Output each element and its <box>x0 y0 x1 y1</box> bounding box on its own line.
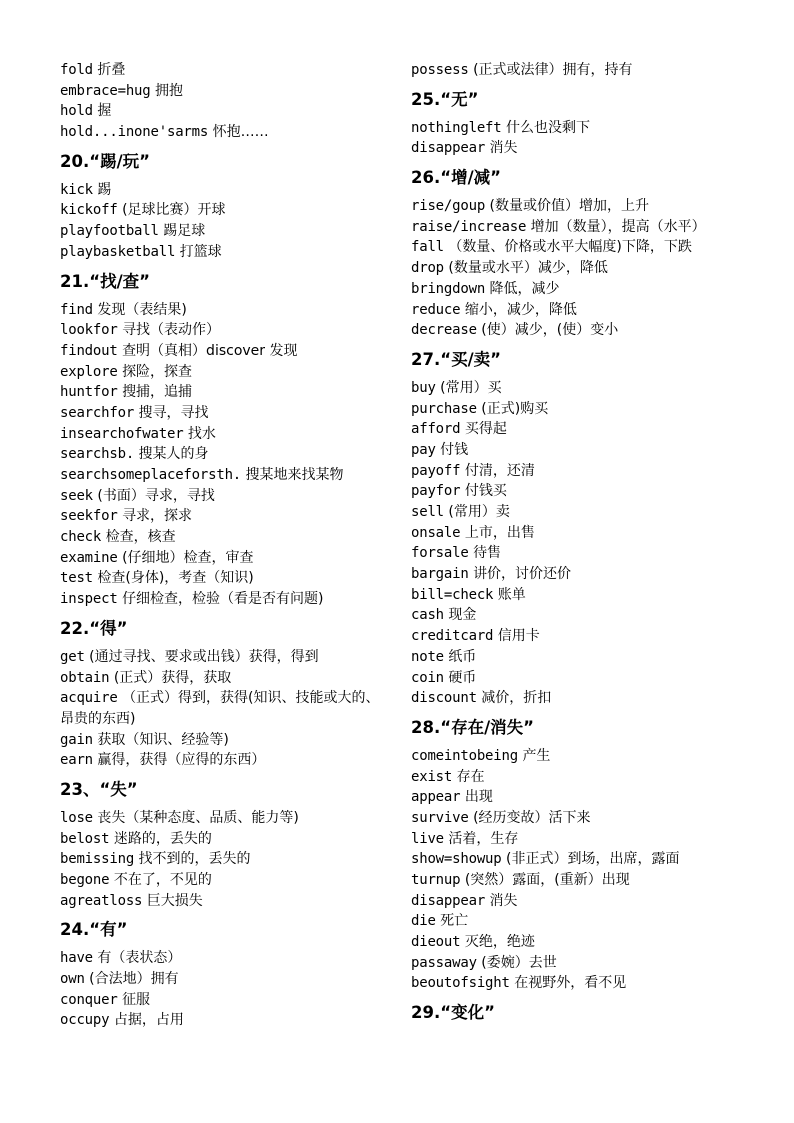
vocab-english: afford <box>411 421 461 438</box>
vocab-chinese: 在视野外，看不见 <box>514 975 627 992</box>
vocab-english: payfor <box>411 483 461 500</box>
vocab-entry <box>411 237 741 258</box>
vocab-english: drop <box>411 260 444 277</box>
vocab-chinese: 检查，核查 <box>105 529 176 546</box>
vocab-entry <box>60 221 390 242</box>
vocab-entry <box>60 101 390 122</box>
vocab-chinese: 存在 <box>456 768 485 785</box>
vocab-chinese: 搜捕，追捕 <box>122 384 193 401</box>
vocab-entry <box>60 200 390 221</box>
vocab-entry <box>411 481 741 502</box>
section-heading: 27.“买/卖” <box>411 349 501 369</box>
vocab-english: live <box>411 830 444 847</box>
vocab-entry <box>60 750 390 771</box>
vocab-entry <box>411 626 741 647</box>
vocab-english: possess <box>411 62 469 78</box>
vocab-english: appear <box>411 789 461 806</box>
vocab-chinese: (使）减少，(使）变小 <box>481 322 619 339</box>
vocab-english: own <box>60 971 85 988</box>
vocab-english: disappear <box>411 140 486 157</box>
vocab-chinese: 打篮球 <box>179 243 222 260</box>
vocab-english: rise/goup <box>411 198 486 215</box>
vocab-chinese: (突然）露面，(重新）出现 <box>464 872 630 888</box>
vocab-chinese: 寻找（表动作） <box>122 322 221 339</box>
vocab-english: embrace=hug <box>60 82 151 99</box>
vocab-chinese: (通过寻找、要求或出钱）获得，得到 <box>89 648 319 665</box>
vocab-chinese: (正式或法律）拥有，持有 <box>473 62 633 78</box>
vocab-entry <box>60 969 390 990</box>
vocab-chinese: 付清，还清 <box>464 462 535 479</box>
vocab-entry <box>60 122 390 143</box>
vocab-chinese: 拥抱 <box>154 82 183 99</box>
vocab-entry <box>411 668 741 689</box>
vocab-entry <box>411 60 741 81</box>
vocab-chinese: 消失 <box>489 892 518 909</box>
vocab-english: searchfor <box>60 404 135 421</box>
vocab-chinese: 握 <box>97 103 112 120</box>
vocab-english: onsale <box>411 524 461 541</box>
vocab-entry <box>60 81 390 102</box>
vocab-english: show=showup <box>411 851 502 868</box>
vocab-english: playbasketball <box>60 243 176 260</box>
vocab-entry <box>411 138 741 159</box>
vocab-entry <box>411 746 741 767</box>
vocab-chinese: 有（表状态） <box>97 950 182 967</box>
vocab-chinese: 讲价，讨价还价 <box>473 566 572 583</box>
vocab-chinese: 占据，占用 <box>113 1012 184 1029</box>
vocab-english: kick <box>60 181 93 198</box>
vocab-entry <box>411 688 741 709</box>
vocab-entry <box>60 548 390 569</box>
vocab-entry <box>60 242 390 263</box>
vocab-entry <box>60 808 390 829</box>
vocab-chinese: 纸币 <box>448 648 477 665</box>
vocab-chinese: 巨大损失 <box>146 892 203 909</box>
vocab-entry <box>60 424 390 445</box>
vocab-entry <box>411 605 741 626</box>
vocab-entry <box>60 382 390 403</box>
vocab-entry <box>411 564 741 585</box>
vocab-english: creditcard <box>411 628 494 645</box>
vocab-chinese: (合法地）拥有 <box>89 971 179 988</box>
vocab-english: forsale <box>411 545 469 562</box>
vocab-english: playfootball <box>60 223 159 240</box>
vocab-chinese: 发现（表结果) <box>97 301 187 318</box>
right-column <box>411 60 741 1031</box>
vocab-english: coin <box>411 669 444 686</box>
vocab-english: findout <box>60 342 118 359</box>
vocab-english: decrease <box>411 322 477 339</box>
vocab-english: raise/increase <box>411 218 527 235</box>
vocab-english: earn <box>60 752 93 769</box>
vocab-entry <box>411 196 741 217</box>
vocab-english: bringdown <box>411 280 486 297</box>
vocab-english: exist <box>411 768 453 785</box>
vocab-entry <box>411 300 741 321</box>
vocab-entry <box>60 568 390 589</box>
vocab-chinese: 待售 <box>473 545 502 562</box>
vocab-entry <box>60 1010 390 1031</box>
vocab-english: searchsb. <box>60 446 135 463</box>
vocab-entry <box>411 891 741 912</box>
vocab-english: occupy <box>60 1012 110 1029</box>
vocab-chinese: 消失 <box>489 140 518 157</box>
vocab-english: have <box>60 950 93 967</box>
vocab-entry <box>60 465 390 486</box>
vocab-entry <box>411 419 741 440</box>
vocab-entry <box>60 60 390 81</box>
vocab-chinese: (足球比赛）开球 <box>122 202 226 219</box>
vocab-chinese: 减价，折扣 <box>481 690 552 707</box>
vocab-english: dieout <box>411 934 461 951</box>
vocab-chinese: (非正式）到场，出席，露面 <box>505 851 680 868</box>
vocab-entry <box>411 953 741 974</box>
vocab-entry <box>60 668 390 689</box>
vocab-chinese: (经历变故）活下来 <box>473 809 591 826</box>
vocab-chinese: 付钱买 <box>464 483 507 500</box>
vocab-chinese: 什么也没剩下 <box>505 119 590 136</box>
vocab-entry <box>60 849 390 870</box>
vocab-english: fold <box>60 62 93 78</box>
vocab-entry <box>60 730 390 751</box>
vocab-chinese: 踢 <box>97 181 112 198</box>
vocab-entry <box>60 870 390 891</box>
vocab-english: die <box>411 913 436 930</box>
vocab-entry <box>60 891 390 912</box>
vocab-chinese: 获取（知识、经验等) <box>97 731 229 748</box>
vocab-entry <box>60 341 390 362</box>
vocab-entry <box>60 589 390 610</box>
vocab-english: test <box>60 570 93 587</box>
vocab-english: buy <box>411 379 436 396</box>
vocab-chinese: 找不到的，丢失的 <box>138 851 251 868</box>
vocab-chinese: (仔细地）检查，审查 <box>122 549 254 566</box>
vocab-chinese: 账单 <box>497 586 526 603</box>
vocab-english: beoutofsight <box>411 975 510 992</box>
vocab-chinese: 折叠 <box>97 62 126 78</box>
vocab-english: hold...inone'sarms <box>60 124 209 141</box>
vocab-chinese: 不在了，不见的 <box>113 872 212 889</box>
vocab-english: kickoff <box>60 202 118 219</box>
vocab-chinese: 怀抱…… <box>212 124 269 141</box>
vocab-english: acquire <box>60 690 118 707</box>
vocab-chinese: 搜某地来找某物 <box>245 467 344 483</box>
vocab-chinese: 征服 <box>122 991 151 1008</box>
vocab-chinese: 出现 <box>464 789 493 806</box>
vocab-english: bill=check <box>411 586 494 603</box>
vocab-english: hold <box>60 103 93 120</box>
vocab-english: seekfor <box>60 508 118 525</box>
vocab-chinese: 上市，出售 <box>464 524 535 541</box>
vocab-entry <box>60 403 390 424</box>
vocab-entry <box>60 506 390 527</box>
section-heading: 26.“增/减” <box>411 168 501 188</box>
vocab-chinese: (数量或价值）增加，上升 <box>489 198 649 215</box>
vocab-english: get <box>60 648 85 665</box>
vocab-english: disappear <box>411 892 486 909</box>
vocab-entry <box>60 444 390 465</box>
vocab-entry <box>411 258 741 279</box>
vocab-english: lookfor <box>60 322 118 339</box>
vocab-entry <box>60 829 390 850</box>
vocab-english: gain <box>60 731 93 748</box>
vocab-entry <box>60 320 390 341</box>
vocab-english: comeintobeing <box>411 747 518 764</box>
vocab-chinese: 死亡 <box>440 913 469 930</box>
vocab-entry <box>411 279 741 300</box>
vocab-chinese: 缩小，减少，降低 <box>464 301 577 318</box>
vocab-english: belost <box>60 830 110 847</box>
vocab-chinese: （数量、价格或水平大幅度)下降，下跌 <box>448 239 692 256</box>
vocab-english: searchsomeplaceforsth. <box>60 467 242 483</box>
vocab-entry <box>411 647 741 668</box>
vocab-chinese: （正式）得到，获得(知识、技能或大的、昂贵的东西) <box>60 690 380 727</box>
vocab-english: survive <box>411 809 469 826</box>
vocab-entry <box>411 787 741 808</box>
section-heading: 20.“踢/玩” <box>60 151 150 171</box>
vocab-english: seek <box>60 487 93 504</box>
vocab-entry <box>60 527 390 548</box>
vocab-entry <box>60 486 390 507</box>
vocab-entry <box>411 767 741 788</box>
vocab-entry <box>411 911 741 932</box>
vocab-english: conquer <box>60 991 118 1008</box>
vocab-english: cash <box>411 607 444 624</box>
vocab-entry <box>411 932 741 953</box>
vocab-chinese: (正式）获得，获取 <box>113 669 232 686</box>
vocab-chinese: (书面）寻求，寻找 <box>97 487 215 504</box>
vocab-entry <box>411 870 741 891</box>
vocab-english: begone <box>60 872 110 889</box>
vocab-chinese: 降低，减少 <box>489 280 560 297</box>
vocab-entry <box>60 990 390 1011</box>
section-heading: 22.“得” <box>60 618 128 638</box>
vocab-chinese: 信用卡 <box>497 628 540 645</box>
vocab-chinese: 搜寻，寻找 <box>138 404 209 421</box>
vocab-entry <box>411 440 741 461</box>
vocab-english: pay <box>411 441 436 458</box>
vocab-english: explore <box>60 363 118 380</box>
vocab-english: note <box>411 648 444 665</box>
section-heading: 23、“失” <box>60 779 138 799</box>
section-heading: 24.“有” <box>60 920 128 940</box>
section-heading: 25.“无” <box>411 89 479 109</box>
vocab-chinese: 现金 <box>448 607 477 624</box>
vocab-chinese: 仔细检查，检验（看是否有问题) <box>122 591 324 608</box>
vocab-chinese: 赢得，获得（应得的东西） <box>97 752 266 769</box>
vocab-entry <box>411 118 741 139</box>
vocab-chinese: 灭绝，绝迹 <box>464 934 535 951</box>
vocab-english: nothingleft <box>411 119 502 136</box>
vocab-chinese: (常用）买 <box>440 379 502 396</box>
section-heading: 29.“变化” <box>411 1003 495 1023</box>
vocab-entry <box>60 362 390 383</box>
vocab-chinese: 寻求，探求 <box>122 508 193 525</box>
vocab-english: obtain <box>60 669 110 686</box>
vocab-english: purchase <box>411 400 477 417</box>
vocab-chinese: (常用）卖 <box>448 504 510 520</box>
vocab-chinese: 迷路的，丢失的 <box>113 830 212 847</box>
vocab-english: agreatloss <box>60 892 143 909</box>
vocab-english: check <box>60 529 102 546</box>
vocab-english: sell <box>411 504 444 520</box>
vocab-entry <box>411 585 741 606</box>
vocab-entry <box>60 647 390 668</box>
vocab-entry <box>60 948 390 969</box>
vocab-english: examine <box>60 549 118 566</box>
vocab-entry <box>411 502 741 523</box>
vocab-entry <box>411 399 741 420</box>
vocab-english: lose <box>60 809 93 826</box>
vocab-chinese: 丧失（某种态度、品质、能力等) <box>97 809 299 826</box>
vocab-entry <box>60 180 390 201</box>
vocab-english: huntfor <box>60 384 118 401</box>
vocab-chinese: (正式)购买 <box>481 400 549 417</box>
vocab-entry <box>411 849 741 870</box>
vocab-english: reduce <box>411 301 461 318</box>
vocab-chinese: (委婉）去世 <box>481 954 557 971</box>
vocab-entry <box>411 378 741 399</box>
vocab-chinese: 查明（真相）discover 发现 <box>122 342 298 359</box>
vocab-entry <box>411 973 741 994</box>
vocab-english: fall <box>411 239 444 256</box>
vocab-english: insearchofwater <box>60 425 184 442</box>
vocab-chinese: 检查(身体)，考查（知识) <box>97 570 254 587</box>
vocab-entry <box>411 217 741 238</box>
vocab-english: discount <box>411 690 477 707</box>
vocab-chinese: 找水 <box>187 425 216 442</box>
section-heading: 21.“找/查” <box>60 271 150 291</box>
vocab-chinese: 硬币 <box>448 669 477 686</box>
vocab-chinese: 踢足球 <box>163 223 206 240</box>
vocab-chinese: 付钱 <box>440 441 469 458</box>
vocab-entry <box>411 461 741 482</box>
vocab-chinese: 增加（数量），提高（水平） <box>530 218 706 235</box>
vocab-chinese: 探险，探查 <box>122 363 193 380</box>
vocab-entry <box>411 523 741 544</box>
vocab-english: passaway <box>411 954 477 971</box>
left-column <box>60 60 390 1031</box>
vocab-entry <box>411 543 741 564</box>
vocab-english: find <box>60 301 93 318</box>
vocab-chinese: (数量或水平）减少，降低 <box>448 260 608 277</box>
vocab-entry <box>60 688 390 729</box>
vocab-english: inspect <box>60 591 118 608</box>
vocab-english: payoff <box>411 462 461 479</box>
section-heading: 28.“存在/消失” <box>411 717 534 737</box>
vocab-english: bemissing <box>60 851 135 868</box>
vocab-entry <box>411 808 741 829</box>
vocab-entry <box>411 320 741 341</box>
vocab-chinese: 搜某人的身 <box>138 446 209 463</box>
vocab-chinese: 活着，生存 <box>448 830 519 847</box>
vocab-entry <box>60 300 390 321</box>
vocab-chinese: 买得起 <box>464 421 507 438</box>
vocab-english: bargain <box>411 566 469 583</box>
vocab-entry <box>411 829 741 850</box>
vocab-chinese: 产生 <box>522 747 551 764</box>
vocab-english: turnup <box>411 872 461 888</box>
